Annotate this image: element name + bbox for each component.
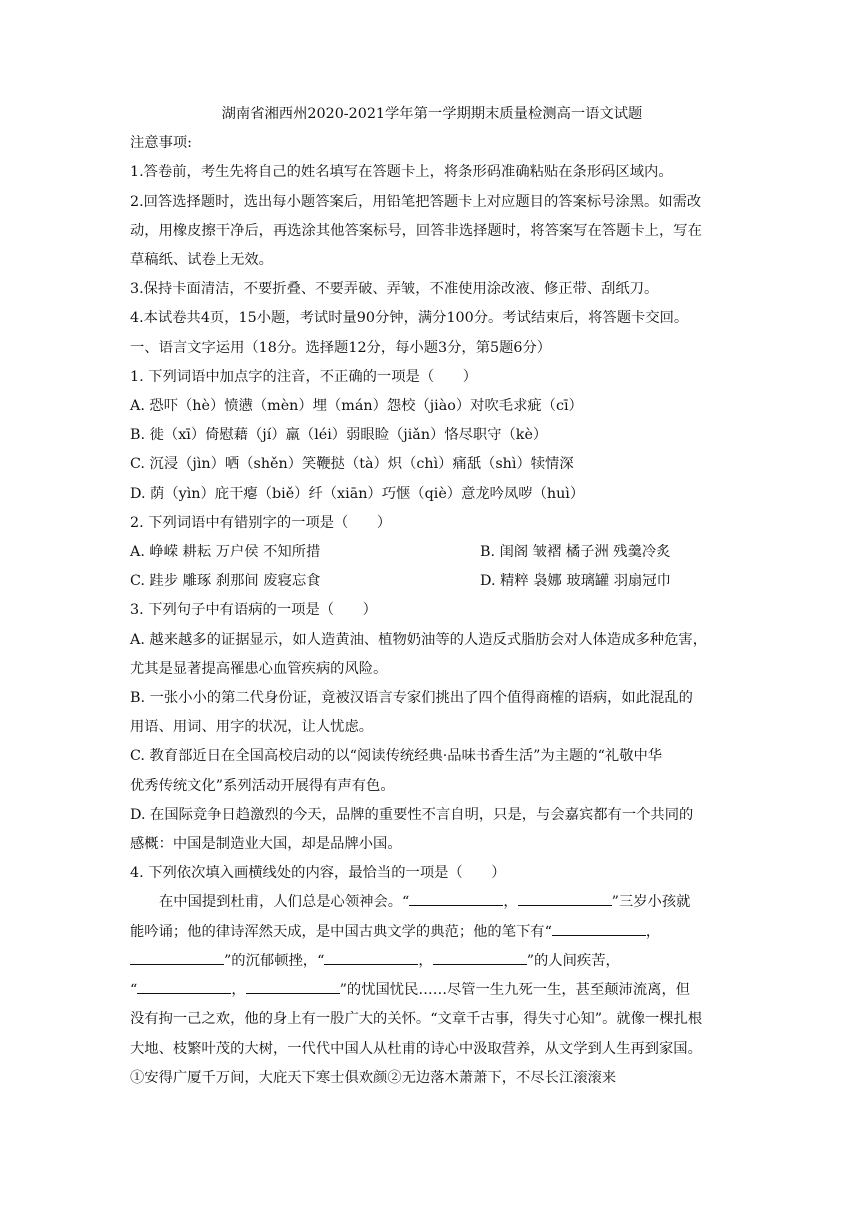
passage-line: 能吟诵；他的律诗浑然天成，是中国古典文学的典范；他的笔下有“ ， [130,918,734,947]
option-line: 感概：中国是制造业大国，却是品牌小国。 [130,836,402,853]
fill-blank [246,979,340,994]
option-d: D. 荫（yìn）庇干瘪（biě）纤（xiān）巧惬（qiè）意龙吟凤哕（huì） [130,485,585,502]
notice-item: 4.本试卷共4页，15小题，考试时量90分钟，满分100分。考试结束后，将答题卡交回。 [130,310,689,327]
exam-title: 湖南省湘西州2020-2021学年第一学期期末质量检测高一语文试题 [221,106,643,122]
notice-heading: 注意事项: [130,135,193,152]
option-line: 优秀传统文化”系列活动开展得有声有色。 [130,777,395,794]
fill-blank [433,950,527,965]
fill-blank [552,921,646,936]
fill-blank [409,891,503,906]
section-heading: 一、语言文字运用（18分。选择题12分，每小题3分，第5题6分） [130,339,552,356]
fill-blank [518,891,612,906]
passage-line: 大地、枝繁叶茂的大树，一代代中国人从杜甫的诗心中汲取营养，从文学到人生再到家国。 [130,1040,702,1057]
notice-item: 1.答卷前，考生先将自己的姓名填写在答题卡上，将条形码准确粘贴在条形码区域内。 [130,164,673,181]
option-c: C. 沉浸（jìn）哂（shěn）笑鞭挞（tà）炽（chì）痛舐（shì）犊情深 [130,456,574,473]
question-stem: 3. 下列句子中有语病的一项是（ ） [130,602,377,619]
passage-line: “ ， ”的忧国忧民……尽管一生九死一生，甚至颠沛流离，但 [130,976,734,1005]
notice-item: 2.回答选择题时，选出每小题答案后，用铅笔把答题卡上对应题目的答案标号涂黑。如需改 [130,193,702,210]
question-stem: 2. 下列词语中有错别字的一项是（ ） [130,514,392,531]
exam-page [130,100,734,1093]
notice-item: 草稿纸、试卷上无效。 [130,252,273,269]
options-row [130,538,734,567]
option-a: A. 峥嵘 耕耘 万户侯 不知所措 [130,544,321,561]
notice-item: 动，用橡皮擦干净后，再选涂其他答案标号，回答非选择题时，将答案写在答题卡上，写在 [130,222,702,239]
option-line: 尤其是显著提高罹患心血管疾病的风险。 [130,660,388,677]
option-line: A. 越来越多的证据显示，如人造黄油、植物奶油等的人造反式脂肪会对人体造成多种危害， [130,631,707,648]
fill-blank [324,950,418,965]
notice-item: 3.保持卡面清洁，不要折叠、不要弄破、弄皱，不准使用涂改液、修正带、刮纸刀。 [130,281,659,298]
option-b: B. 闺阁 皱褶 橘子洲 残羹冷炙 [480,544,671,561]
fill-blank [130,950,224,965]
question-stem: 4. 下列依次填入画横线处的内容，最恰当的一项是（ ） [130,865,506,882]
option-b: B. 徙（xī）倚慰藉（jí）羸（léi）弱眼睑（jiǎn）恪尽职守（kè） [130,427,548,444]
option-line: D. 在国际竞争日趋激烈的今天，品牌的重要性不言自明，只是，与会嘉宾都有一个共同的 [130,806,694,823]
option-a: A. 恐吓（hè）愤懑（mèn）埋（mán）怨校（jiào）对吹毛求疵（cī） [130,398,583,415]
passage-line: 在中国提到杜甫，人们总是心领神会。“ ， ”三岁小孩就 [130,888,734,917]
question-stem: 1. 下列词语中加点字的注音，不正确的一项是（ ） [130,368,478,385]
option-line: 用语、用词、用字的状况，让人忧虑。 [130,719,374,736]
passage-line: 没有拘一己之欢，他的身上有一股广大的关怀。“文章千古事，得失寸心知”。就像一棵扎根 [130,1011,703,1028]
options-row [130,567,734,596]
option-c: C. 跬步 雕琢 刹那间 废寝忘食 [130,573,321,590]
passage-line: ①安得广厦千万间，大庇天下寒士俱欢颜②无边落木萧萧下，不尽长江滚滚来 [130,1069,617,1086]
fill-blank [137,979,231,994]
option-d: D. 精粹 袅娜 玻璃罐 羽扇冠巾 [480,573,671,590]
option-line: C. 教育部近日在全国高校启动的以“阅读传统经典·品味书香生活”为主题的“礼敬中华 [130,748,663,765]
passage-line: ”的沉郁顿挫，“ ， ”的人间疾苦， [130,947,734,976]
option-line: B. 一张小小的第二代身份证，竟被汉语言专家们挑出了四个值得商榷的语病，如此混乱的 [130,690,693,707]
